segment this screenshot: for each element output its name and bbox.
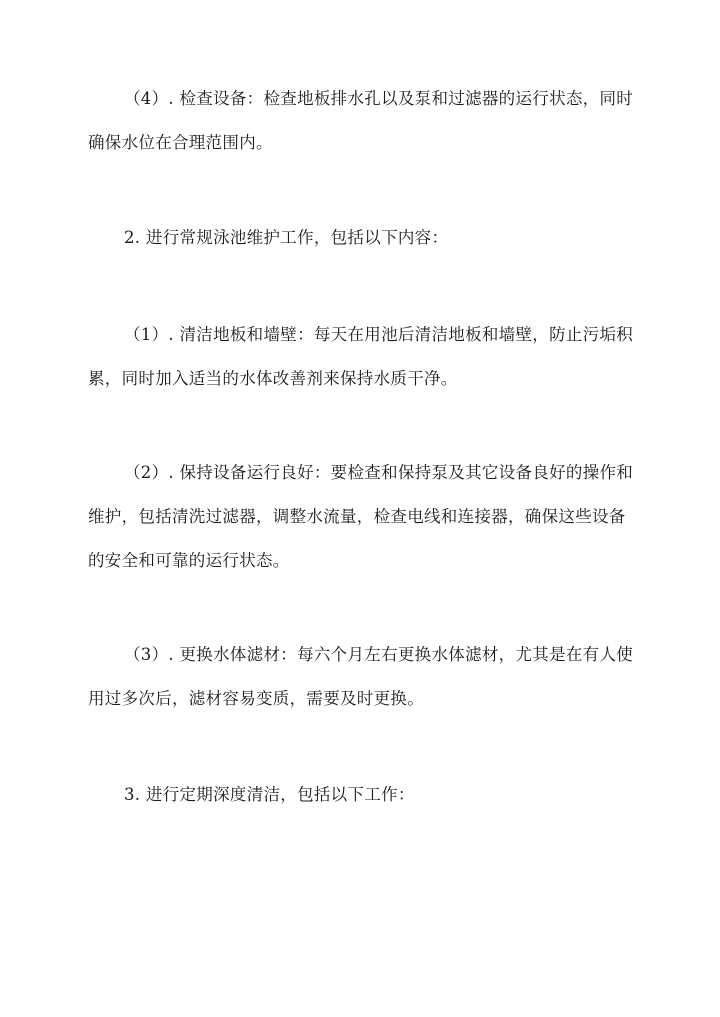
paragraph-keep-equipment-running: （2）. 保持设备运行良好：要检查和保持泵及其它设备良好的操作和维护，包括清洗过滤器，调整水流量，检查电线和连接器，确保这些设备的安全和可靠的运行状态。 xyxy=(88,463,634,570)
paragraph-routine-maintenance-heading: 2. 进行常规泳池维护工作，包括以下内容： xyxy=(124,228,449,247)
paragraph-replace-filter-media: （3）. 更换水体滤材：每六个月左右更换水体滤材，尤其是在有人使用过多次后，滤材容易变质，需要及时更换。 xyxy=(88,645,634,708)
paragraph-deep-cleaning-heading: 3. 进行定期深度清洁，包括以下工作： xyxy=(124,785,415,804)
paragraph-clean-floor-walls: （1）. 清洁地板和墙壁：每天在用池后清洁地板和墙壁，防止污垢积累，同时加入适当的水体改善剂来保持水质干净。 xyxy=(88,325,634,388)
paragraph-check-equipment: （4）. 检查设备：检查地板排水孔以及泵和过滤器的运行状态，同时确保水位在合理范围内。 xyxy=(88,89,634,152)
